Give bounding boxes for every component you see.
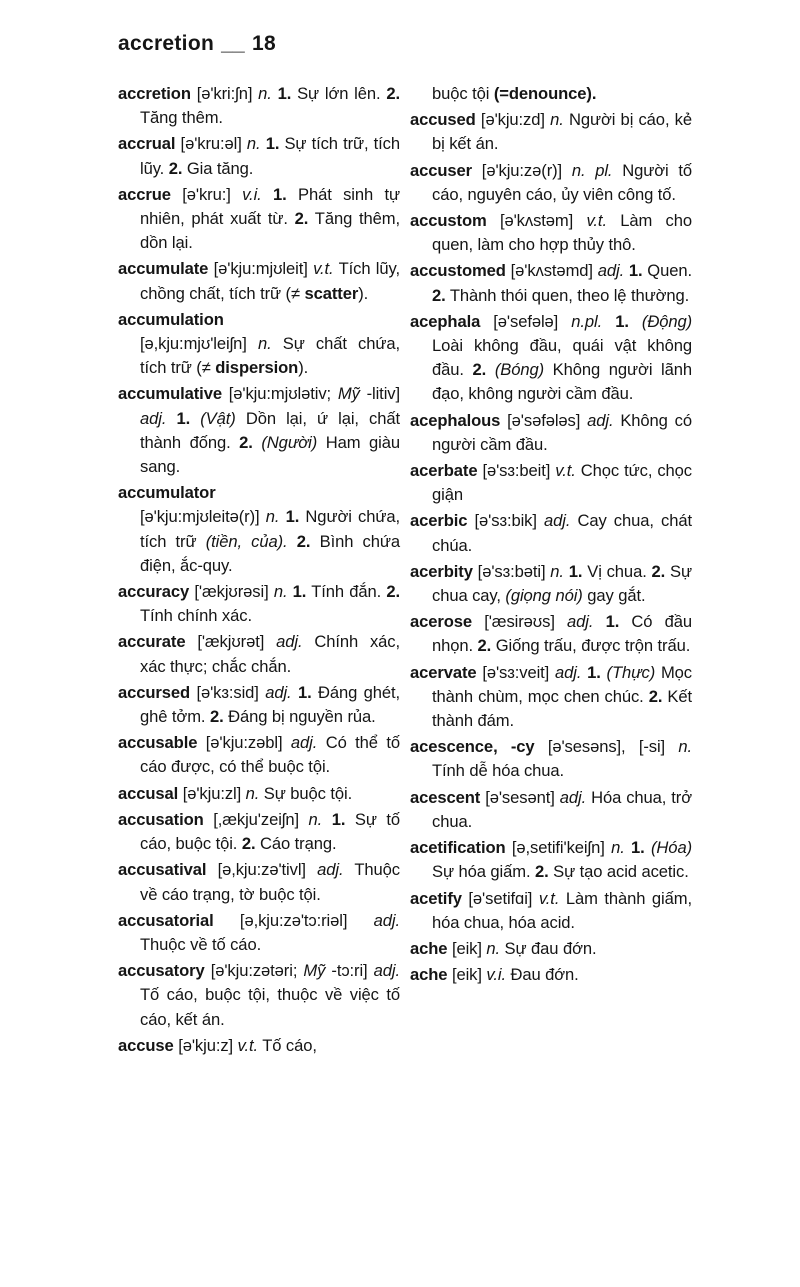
entry-text: [ə'kju:zl] — [178, 783, 246, 803]
entry-text: (Người) — [261, 432, 318, 452]
entry-text: 2. — [386, 582, 401, 602]
entry-text: adj. — [554, 662, 582, 682]
dictionary-entry — [410, 836, 692, 884]
dictionary-entry — [410, 259, 692, 307]
entry-text: n. — [308, 809, 323, 829]
entry-text: ['æsirəʊs] — [472, 612, 568, 632]
entry-text: Mọc thành chùm, mọc chen chúc. — [432, 662, 692, 706]
entry-text: [ə'kri:ʃn] — [190, 84, 259, 103]
headword: acescent — [410, 787, 481, 807]
entry-text: 1. — [568, 561, 583, 581]
entry-text: 1. — [265, 134, 280, 154]
entry-text: Tố cáo, — [258, 1035, 317, 1055]
entry-text: (=denounce). — [493, 84, 597, 103]
headword: acephalous — [410, 410, 501, 430]
entry-text: 2. — [296, 531, 311, 551]
dictionary-entry — [410, 937, 692, 961]
entry-text: Tố cáo, buộc tội, thuộc về việc tố cáo, kết án. — [140, 985, 400, 1029]
entry-text: [ə'kju:mjʊleit] — [208, 259, 314, 279]
entry-text: 1. — [176, 408, 191, 428]
entry-text: Mỹ — [337, 384, 360, 404]
entry-text: dispersion — [215, 358, 299, 378]
entry-text: n. pl. — [571, 160, 613, 180]
entry-text: [ə'səfələs] — [500, 410, 588, 430]
entry-text: [ə,kju:zə'tɔ:riəl] — [213, 910, 374, 930]
entry-text: 2. — [294, 209, 309, 229]
entry-text: [ə'sefələ] — [480, 311, 572, 331]
entry-text: adj. — [567, 612, 594, 632]
running-head-separator: __ — [221, 32, 246, 55]
entry-text: [ə'sesənt] — [480, 787, 560, 807]
entry-text: v.t. — [555, 461, 576, 481]
dictionary-entry — [410, 610, 692, 658]
entry-text: 2. — [651, 561, 666, 581]
dictionary-entry — [118, 782, 400, 806]
headword: accusal — [118, 783, 179, 803]
headword: accusatorial — [118, 910, 214, 930]
entry-text: n. — [257, 334, 272, 354]
entry-text — [486, 360, 495, 379]
headword: accuracy — [118, 582, 190, 602]
entry-text: n. — [486, 938, 501, 958]
dictionary-entry — [410, 409, 692, 457]
entry-text: adj. — [290, 733, 318, 753]
entry-text: v.t. — [586, 211, 607, 231]
entry-text: Tính dễ hóa chua. — [432, 761, 565, 781]
page-header — [118, 32, 276, 56]
running-head-word: accretion — [118, 32, 215, 55]
dictionary-entry — [118, 132, 400, 180]
entry-text: v.t. — [237, 1035, 259, 1055]
dictionary-entry — [410, 310, 692, 407]
entry-text: scatter — [304, 283, 359, 303]
headword: accurate — [118, 632, 186, 652]
entry-text: Làm thành giấm, hóa chua, hóa acid. — [432, 888, 692, 932]
entry-text: n. — [246, 134, 261, 154]
dictionary-entry — [118, 681, 400, 729]
page-number: 18 — [252, 32, 277, 55]
headword: accusatory — [118, 961, 205, 981]
dictionary-entry — [118, 257, 400, 305]
entry-text: [ə'kju:mjʊlətiv; — [221, 384, 338, 404]
headword: accusatival — [118, 860, 207, 880]
entry-text: 1. — [297, 682, 312, 702]
entry-text: 2. — [239, 432, 253, 452]
entry-text: adj. — [276, 632, 303, 652]
dictionary-entry — [118, 308, 400, 381]
entry-text: 2. — [168, 158, 183, 178]
entry-text: 1. — [285, 507, 300, 527]
entry-text: Cáo trạng. — [255, 834, 337, 854]
headword: accumulate — [118, 259, 209, 279]
entry-text: [ə'kju:zəbl] — [197, 733, 291, 753]
entry-text: Chính xác, xác thực; chắc chắn. — [140, 632, 400, 676]
entry-text — [166, 409, 176, 428]
entry-text: 1. — [292, 582, 307, 602]
entry-text: (Hóa) — [651, 838, 692, 858]
entry-text: Đáng ghét, ghê tởm. — [140, 682, 401, 727]
entry-text: n. — [678, 737, 692, 757]
entry-text: (Thực) — [606, 662, 656, 682]
entry-text: 2. — [386, 84, 400, 103]
entry-text: -tɔ:ri] — [325, 961, 374, 981]
headword: accumulative — [118, 384, 222, 404]
entry-text: 1. — [277, 84, 292, 103]
entry-text: [ə,kju:zə'tivl] — [206, 860, 318, 880]
entry-text: adj. — [587, 410, 614, 430]
entry-text: Vị chua. — [582, 561, 652, 581]
entry-text: Thành thói quen, theo lệ thường. — [445, 285, 690, 305]
entry-text: [ə'sɜ:bik] — [467, 511, 544, 531]
entry-text: [ə'kru:əl] — [175, 134, 247, 154]
headword: accursed — [118, 682, 191, 702]
entry-text — [629, 312, 642, 331]
entry-text: Tích lũy, chồng chất, tích trữ (≠ — [140, 259, 400, 303]
headword: ache — [410, 938, 448, 958]
headword: acervate — [410, 662, 477, 682]
entry-continuation — [410, 82, 692, 106]
entry-text: Phát sinh tự nhiên, phát xuất từ. — [140, 184, 401, 229]
entry-text: [ə'sɜ:veit] — [476, 662, 555, 682]
entry-text: [ə'kru:] — [170, 184, 243, 204]
entry-text: Dồn lại, ứ lại, chất thành đống. — [140, 408, 401, 452]
headword: accrual — [118, 134, 176, 154]
headword: acetify — [410, 888, 462, 908]
headword: accumulation — [118, 309, 224, 329]
entry-text: Tính chính xác. — [140, 606, 252, 626]
entry-text: Hóa chua, trở chua. — [432, 787, 692, 831]
entry-text: n. — [550, 110, 564, 130]
headword: acephala — [410, 311, 481, 331]
entry-text: adj. — [544, 511, 571, 531]
entry-text: Tính đắn. — [306, 582, 387, 602]
dictionary-entry — [410, 560, 692, 608]
entry-text: Sự chua cay, — [432, 561, 692, 606]
entry-text: gay gắt. — [582, 586, 646, 606]
headword: accustom — [410, 211, 487, 231]
entry-text: Thuộc về tố cáo. — [140, 934, 262, 954]
entry-text: Người tố cáo, nguyên cáo, ủy viên công tố. — [432, 160, 692, 204]
entry-text: Sự đau đớn. — [500, 938, 597, 958]
entry-text: n. — [265, 507, 280, 527]
headword: accuser — [410, 160, 473, 180]
entry-text: v.i. — [486, 965, 506, 985]
right-column — [410, 82, 692, 1060]
entry-text — [190, 409, 200, 428]
entry-text: adj. — [265, 682, 292, 702]
entry-text — [262, 185, 273, 204]
dictionary-entry — [118, 580, 400, 628]
entry-text: Sự buộc tội. — [259, 783, 353, 803]
entry-text: Không có người cầm đầu. — [432, 410, 692, 454]
entry-text: Sự hóa giấm. — [432, 862, 535, 882]
entry-text: [ə'kju:zd] — [475, 110, 551, 130]
entry-text: (giọng nói) — [505, 586, 583, 606]
entry-text: [ə'kju:zətəri; — [204, 961, 304, 981]
entry-text: -litiv] — [359, 384, 400, 404]
entry-text: adj. — [373, 910, 400, 930]
dictionary-entry — [118, 808, 400, 856]
entry-text: Có thể tố cáo được, có thể buộc tội. — [140, 733, 401, 777]
entry-text: 2. — [472, 360, 487, 380]
entry-text: [ə'kju:mjʊleitə(r)] — [140, 507, 266, 527]
entry-text: (tiền, của). — [205, 531, 288, 551]
entry-text: Sự tạo acid acetic. — [548, 862, 689, 882]
entry-text: [ə'sɜ:beit] — [477, 461, 556, 481]
headword: accustomed — [410, 261, 506, 281]
entry-text: adj. — [597, 261, 625, 281]
entry-text: v.i. — [242, 184, 262, 204]
entry-text: (Bóng) — [494, 360, 545, 380]
headword: accusable — [118, 733, 198, 753]
headword: accrue — [118, 184, 171, 204]
entry-text: Người chứa, tích trữ — [140, 507, 400, 551]
dictionary-entry — [118, 858, 400, 906]
dictionary-entry — [410, 209, 692, 257]
headword: ache — [410, 965, 448, 985]
headword: accretion — [118, 84, 191, 103]
entry-text: [ə'setifɑi] — [461, 888, 539, 908]
entry-text: adj. — [317, 860, 344, 880]
entry-text: Quen. — [642, 261, 693, 281]
dictionary-entry — [118, 82, 400, 130]
entry-text: 2. — [432, 285, 446, 305]
entry-text: 1. — [615, 311, 629, 331]
dictionary-entry — [118, 630, 400, 678]
headword: acerbity — [410, 561, 473, 581]
entry-text: 1. — [331, 809, 346, 829]
entry-text: Sự chất chứa, tích trữ (≠ — [140, 334, 400, 378]
entry-text: ). — [358, 283, 369, 303]
entry-text: Người bị cáo, kẻ bị kết án. — [432, 110, 692, 154]
dictionary-entry — [410, 887, 692, 935]
dictionary-entry — [410, 963, 692, 987]
dictionary-entry — [118, 183, 400, 256]
entry-text: v.t. — [538, 888, 560, 908]
entry-text: [eik] — [447, 938, 487, 958]
entry-text: Mỹ — [303, 961, 326, 981]
entry-text: n. — [611, 838, 625, 858]
entry-text: (Vật) — [200, 408, 236, 428]
headword: acerbate — [410, 461, 478, 481]
dictionary-entry — [410, 108, 692, 156]
entry-text: [ə'kju:z] — [173, 1035, 238, 1055]
headword: accumulator — [118, 483, 216, 503]
entry-text: n. — [245, 783, 260, 803]
left-column — [118, 82, 400, 1060]
headword: accusation — [118, 809, 204, 829]
entry-text: [ə,setifi'keiʃn] — [505, 838, 612, 858]
entry-text: Loài không đầu, quái vật không đầu. — [432, 336, 692, 380]
headword: acescence, -cy — [410, 737, 535, 757]
entry-text: [ə'kʌstəm] — [486, 211, 587, 231]
entry-text: 1. — [587, 662, 601, 682]
headword: acerose — [410, 612, 473, 632]
entry-text — [322, 810, 332, 829]
entry-text: Giống trấu, được trộn trấu. — [491, 636, 691, 656]
text-columns — [118, 82, 692, 1060]
entry-text: Sự lớn lên. — [291, 84, 387, 103]
dictionary-entry — [410, 661, 692, 734]
dictionary-entry — [410, 159, 692, 207]
entry-text: Cay chua, chát chúa. — [432, 511, 692, 555]
entry-text: v.t. — [313, 259, 334, 279]
headword: acerbic — [410, 511, 468, 531]
entry-text: n. — [273, 582, 288, 602]
entry-text: Đáng bị nguyền rủa. — [223, 707, 376, 727]
entry-text: Kết thành đám. — [432, 686, 692, 731]
entry-text: 2. — [477, 636, 492, 656]
entry-text: ['ækjʊrət] — [185, 632, 277, 652]
dictionary-entry — [410, 459, 692, 507]
entry-text: adj. — [373, 961, 400, 981]
entry-text: 2. — [534, 862, 549, 882]
headword: accused — [410, 110, 476, 130]
entry-text: Đau đớn. — [505, 965, 579, 985]
entry-text: Bình chứa điện, ắc-quy. — [140, 531, 401, 575]
entry-text: 1. — [631, 838, 645, 858]
entry-text: Không người lãnh đạo, không người cầm đầu. — [432, 360, 692, 404]
entry-text: ). — [298, 358, 309, 378]
entry-text: 2. — [648, 686, 663, 706]
entry-text: Làm cho quen, làm cho hợp thủy thô. — [432, 211, 692, 255]
entry-text: ['ækjʊrəsi] — [189, 582, 274, 602]
dictionary-entry — [410, 509, 692, 557]
dictionary-entry — [118, 909, 400, 957]
entry-text: [ə'sɜ:bəti] — [472, 561, 551, 581]
entry-text: adj. — [559, 787, 587, 807]
entry-text: n.pl. — [571, 311, 603, 331]
entry-text: [,ækju'zeiʃn] — [203, 809, 309, 829]
entry-text: n. — [550, 561, 564, 581]
dictionary-entry — [118, 1034, 400, 1058]
entry-text: adj. — [140, 408, 167, 428]
entry-text: Tăng thêm. — [140, 108, 223, 128]
entry-text: Gia tăng. — [182, 158, 254, 178]
entry-text: Có đầu nhọn. — [432, 612, 692, 656]
dictionary-entry — [118, 481, 400, 578]
entry-text: 2. — [209, 707, 224, 727]
dictionary-entry — [410, 735, 692, 783]
entry-text: 2. — [241, 834, 256, 854]
entry-text: [eik] — [447, 965, 487, 985]
entry-text: Thuộc về cáo trạng, tờ buộc tội. — [140, 860, 400, 904]
dictionary-entry — [410, 786, 692, 834]
dictionary-entry — [118, 731, 400, 779]
entry-text: (Động) — [641, 311, 693, 331]
entry-text — [288, 532, 297, 551]
entry-text: [ə'sesəns], [-si] — [534, 737, 679, 757]
dictionary-entry — [118, 959, 400, 1032]
entry-text: buộc tội — [432, 84, 494, 103]
entry-text: n. — [258, 84, 272, 103]
entry-text: Tăng thêm, dồn lại. — [140, 209, 400, 253]
entry-text: Sự tích trữ, tích lũy. — [140, 134, 401, 178]
entry-text: [ə'kʌstəmd] — [505, 261, 598, 281]
entry-text: [ə'kju:zə(r)] — [472, 160, 572, 180]
dictionary-entry — [118, 382, 400, 479]
entry-text: [ə'kɜ:sid] — [190, 682, 266, 702]
entry-text: Ham giàu sang. — [140, 432, 401, 477]
entry-text — [593, 612, 605, 631]
headword: accuse — [118, 1035, 174, 1055]
entry-text: 1. — [628, 261, 643, 281]
entry-text: Sự tố cáo, buộc tội. — [140, 809, 400, 854]
entry-text — [602, 312, 615, 331]
entry-text: 1. — [273, 184, 287, 204]
entry-text: 1. — [605, 612, 620, 632]
entry-text: [ə,kju:mjʊ'leiʃn] — [140, 334, 258, 354]
headword: acetification — [410, 838, 506, 858]
entry-text: Chọc tức, chọc giận — [432, 461, 692, 505]
